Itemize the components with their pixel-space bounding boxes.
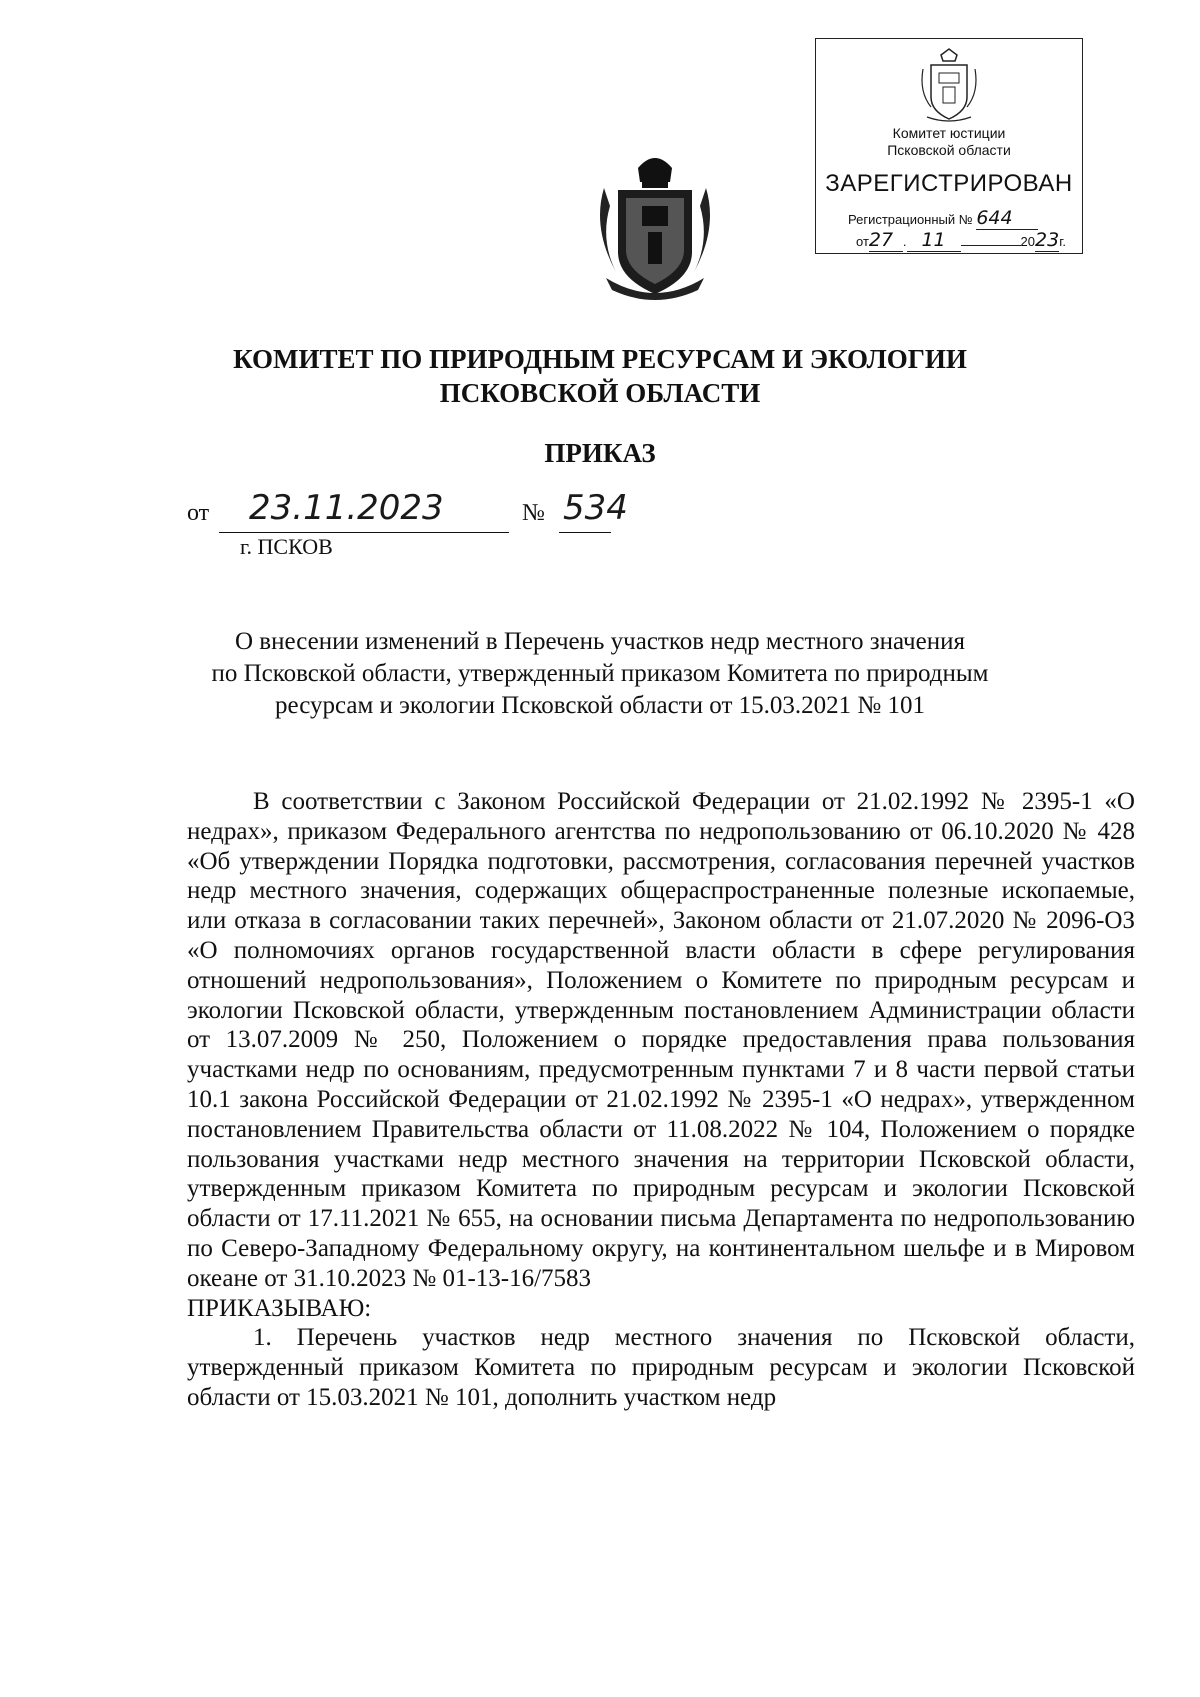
document-type: ПРИКАЗ (544, 438, 656, 468)
clause-1: 1. Перечень участков недр местного значения по Псковской области, утвержденный приказом Комитета по природным ресурсам и экологии Псковской области от 15.03.2021 № 101, дополнить участком недр (187, 1324, 1135, 1411)
order-directive: ПРИКАЗЫВАЮ: (187, 1294, 372, 1322)
stamp-organization: Комитет юстиции Псковской области (887, 125, 1011, 158)
date-prefix: от (187, 500, 210, 526)
order-subject: О внесении изменений в Перечень участков недр местного значения по Псковской области, утвержденный приказом Комитета по природным ресурсам и экологии Псковской области от 15.03.2021 № 101 (211, 628, 989, 719)
preamble-paragraph: В соответствии с Законом Российской Федерации от 21.02.1992 № 2395-1 «О недрах», приказом Федерального агентства по недропользованию от 06.10.2020 № 428 «Об утверждении Порядка подготовки, рассмотрения, согласования перечней участков недр местного значения, содержащих общераспространенные полезные ископаемые, или отказа в согласовании таких перечней», Законом области от 21.07.2020 № 2096-ОЗ «О полномочиях органов государственной власти области в сфере регулирования отношений недропользования», Положением о Комитете по природным ресурсам и экологии Псковской области, утвержденным постановлением Администрации области от 13.07.2009 № 250, Положением о порядке предоставления права пользования участками недр по основаниям, предусмотренным пунктами 7 и 8 части первой статьи 10.1 закона Российской Федерации от 21.02.1992 № 2395-1 «О недрах», утвержденном постановлением Правительства области от 11.08.2022 № 104, Положением о порядке пользования участками недр местного значения на территории Псковской области, утвержденным приказом Комитета по природным ресурсам и экологии Псковской области от 17.11.2021 № 655, на основании письма Департамента по недропользованию по Северо-Западному Федеральному округу, на континентальном шельфе и в Мировом океане от 31.10.2023 № 01-13-16/7583 (187, 788, 1135, 1292)
number-sign: № (522, 500, 545, 526)
order-number-handwritten: 534 (563, 488, 628, 528)
organization-title: КОМИТЕТ ПО ПРИРОДНЫМ РЕСУРСАМ И ЭКОЛОГИИ ПСКОВСКОЙ ОБЛАСТИ (233, 344, 967, 408)
stamp-registration-number: Регистрационный № 644 (848, 207, 1038, 230)
pskov-coat-of-arms-icon (590, 148, 720, 306)
stamp-registered-label: ЗАРЕГИСТРИРОВАН (825, 170, 1073, 197)
city: г. ПСКОВ (240, 534, 333, 559)
stamp-registration-date: от27 . 11 2023г. (856, 229, 1066, 251)
order-body (187, 787, 1135, 1413)
order-date-handwritten: 23.11.2023 (249, 488, 444, 528)
pskov-coat-of-arms-small-icon (917, 47, 981, 125)
registration-stamp (815, 38, 1083, 254)
